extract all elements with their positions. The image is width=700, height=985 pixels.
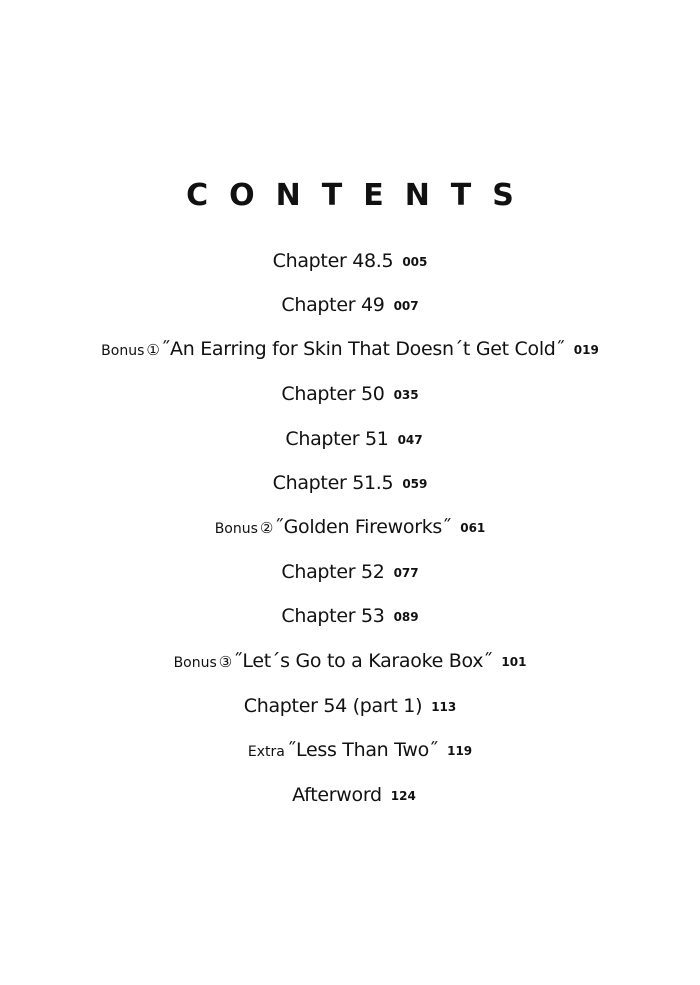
toc-entry-label: ˝Let´s Go to a Karaoke Box˝ xyxy=(233,650,493,672)
toc-entry-content xyxy=(292,784,416,806)
toc-entry-content xyxy=(215,516,486,538)
toc-entry-content xyxy=(273,250,428,272)
toc-entry-content xyxy=(281,561,418,583)
toc-entry-page-number: 007 xyxy=(393,299,419,313)
toc-entry-content xyxy=(248,739,472,761)
toc-entry-label: Chapter 50 xyxy=(281,383,385,405)
toc-entry-page-number: 101 xyxy=(501,655,527,669)
toc-entry-label: ˝Less Than Two˝ xyxy=(286,739,439,761)
toc-entry xyxy=(0,695,700,717)
toc-entry xyxy=(0,338,700,360)
toc-entry xyxy=(0,383,700,405)
toc-entry-label: Chapter 54 (part 1) xyxy=(243,695,423,717)
toc-entry-prefix: Extra xyxy=(247,744,285,760)
toc-entry xyxy=(0,650,700,672)
toc-entry-label: Chapter 49 xyxy=(281,294,385,316)
toc-entry-number-mark: ③ xyxy=(218,653,233,671)
toc-entry-content xyxy=(101,338,599,360)
toc-entry-page-number: 119 xyxy=(447,744,473,758)
toc-entry-label: ˝Golden Fireworks˝ xyxy=(274,516,452,538)
toc-entry-content xyxy=(174,650,527,672)
toc-entry-page-number: 124 xyxy=(390,789,416,803)
toc-entry-number-mark: ① xyxy=(146,341,160,359)
toc-entry-label: Chapter 52 xyxy=(281,561,385,583)
toc-entry-label: Chapter 51 xyxy=(285,428,389,450)
toc-entry xyxy=(0,739,700,761)
toc-entry-page-number: 089 xyxy=(393,610,419,624)
toc-entry-page-number: 113 xyxy=(431,700,457,714)
toc-entry-prefix: Bonus xyxy=(214,521,258,537)
toc-entry-content xyxy=(273,472,428,494)
toc-entry-page-number: 047 xyxy=(397,433,423,447)
toc-entry-page-number: 077 xyxy=(393,566,419,580)
toc-entry-page-number: 061 xyxy=(460,521,486,535)
toc-entry xyxy=(0,784,700,806)
toc-entry-label: Chapter 51.5 xyxy=(272,472,394,494)
toc-entry xyxy=(0,428,700,450)
toc-entry-page-number: 005 xyxy=(402,255,428,269)
toc-entry-prefix: Bonus xyxy=(101,343,145,359)
toc-entry-label: ˝An Earring for Skin That Doesn´t Get Cold˝ xyxy=(160,338,565,360)
contents-title: CONTENTS xyxy=(186,178,535,213)
toc-entry-page-number: 035 xyxy=(393,388,419,402)
toc-entry xyxy=(0,516,700,538)
toc-entry-content xyxy=(281,383,418,405)
toc-entry-content xyxy=(281,294,418,316)
toc-entry xyxy=(0,250,700,272)
toc-entry-label: Chapter 48.5 xyxy=(272,250,394,272)
toc-entry-number-mark: ② xyxy=(259,519,274,537)
toc-entry-page-number: 019 xyxy=(573,343,599,357)
toc-entry-content xyxy=(285,428,422,450)
toc-entry xyxy=(0,294,700,316)
toc-entry-page-number: 059 xyxy=(402,477,428,491)
toc-entry-content xyxy=(244,695,457,717)
toc-entry xyxy=(0,561,700,583)
toc-entry-prefix: Bonus xyxy=(173,655,217,671)
toc-entry-content xyxy=(281,605,418,627)
toc-entry-label: Chapter 53 xyxy=(281,605,385,627)
toc-entry xyxy=(0,472,700,494)
toc-entry-label: Afterword xyxy=(292,784,382,806)
toc-entry xyxy=(0,605,700,627)
